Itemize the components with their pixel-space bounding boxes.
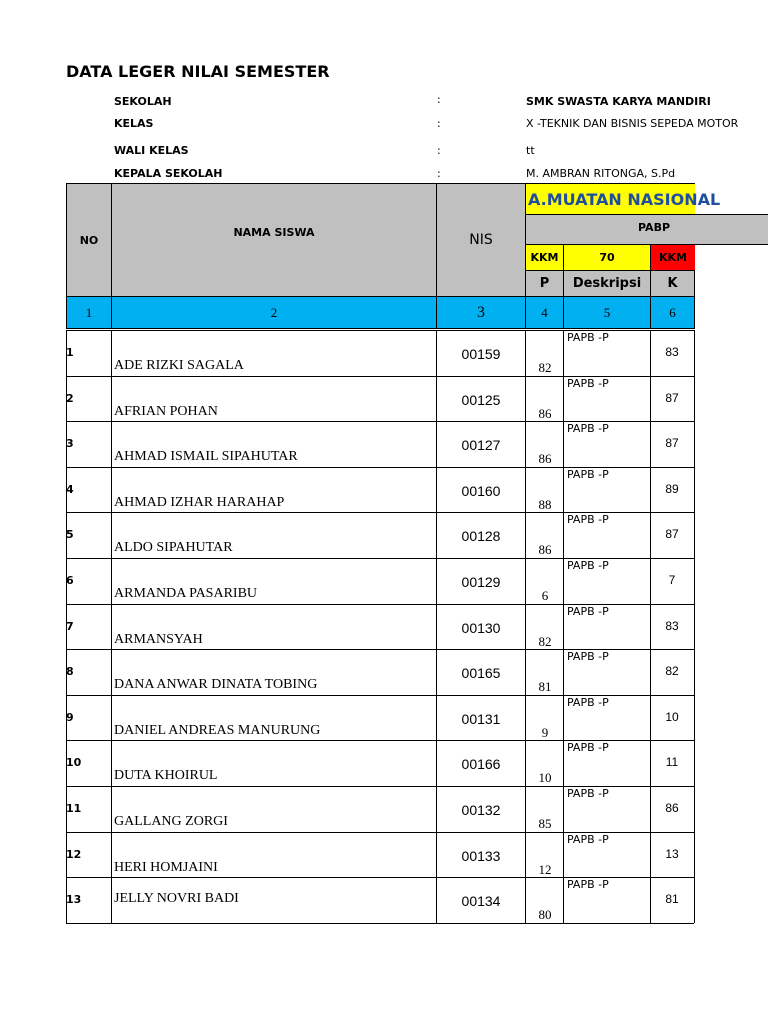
score-k: 83 (665, 345, 679, 359)
col-number-1: 1 (66, 296, 112, 329)
score-description: PAPB -P (567, 741, 609, 754)
info-colon: : (437, 167, 441, 180)
row-no: 2 (66, 392, 74, 405)
student-nis: 00160 (461, 483, 501, 499)
col-number-6: 6 (650, 296, 695, 329)
score-p: 85 (538, 816, 552, 831)
subject-header: PABP (525, 214, 768, 245)
student-name: AHMAD ISMAIL SIPAHUTAR (114, 449, 298, 464)
student-name: DUTA KHOIRUL (114, 768, 218, 783)
info-colon: : (437, 144, 441, 157)
score-k: 89 (665, 482, 679, 496)
student-nis: 00134 (461, 893, 501, 909)
score-description: PAPB -P (567, 605, 609, 618)
student-nis: 00127 (461, 437, 501, 453)
row-border (66, 923, 694, 924)
score-k: 11 (665, 755, 679, 769)
score-description: PAPB -P (567, 696, 609, 709)
row-no: 10 (66, 756, 82, 769)
score-p: 80 (538, 907, 552, 922)
score-k: 83 (665, 619, 679, 633)
score-description: PAPB -P (567, 833, 609, 846)
row-no: 9 (66, 711, 74, 724)
col-number-2: 2 (111, 296, 437, 329)
student-nis: 00131 (461, 711, 501, 727)
info-colon: : (437, 93, 441, 106)
score-k: 86 (665, 801, 679, 815)
student-nis: 00130 (461, 620, 501, 636)
score-description: PAPB -P (567, 559, 609, 572)
score-p: 86 (538, 542, 552, 557)
student-nis: 00133 (461, 848, 501, 864)
row-no: 13 (66, 893, 82, 906)
student-name: JELLY NOVRI BADI (114, 891, 239, 906)
student-name: ARMANSYAH (114, 632, 203, 647)
page-title: DATA LEGER NILAI SEMESTER (66, 62, 330, 81)
col-number-3: 3 (436, 296, 526, 329)
score-description: PAPB -P (567, 331, 609, 344)
info-label-wali-kelas: WALI KELAS (114, 144, 189, 157)
score-p: 82 (538, 360, 552, 375)
student-name: ALDO SIPAHUTAR (114, 540, 233, 555)
header-deskripsi: Deskripsi (563, 270, 651, 297)
score-p: 10 (538, 770, 552, 785)
score-p: 86 (538, 406, 552, 421)
student-name: ARMANDA PASARIBU (114, 586, 258, 601)
student-name: DANA ANWAR DINATA TOBING (114, 677, 318, 692)
score-p: 12 (538, 862, 552, 877)
score-description: PAPB -P (567, 650, 609, 663)
score-description: PAPB -P (567, 468, 609, 481)
kkm-label-alert: KKM (650, 244, 695, 271)
row-no: 3 (66, 437, 74, 450)
row-no: 4 (66, 483, 74, 496)
student-name: GALLANG ZORGI (114, 814, 228, 829)
kkm-label: KKM (525, 244, 564, 271)
header-p: P (525, 270, 564, 297)
student-nis: 00166 (461, 756, 501, 772)
student-nis: 00125 (461, 392, 501, 408)
score-p: 81 (538, 679, 552, 694)
header-nama-siswa: NAMA SISWA (111, 183, 437, 297)
info-colon: : (437, 117, 441, 130)
info-value-wali-kelas: tt (526, 144, 535, 157)
header-k: K (650, 270, 695, 297)
score-k: 13 (665, 847, 679, 861)
score-k: 10 (665, 710, 679, 724)
score-description: PAPB -P (567, 513, 609, 526)
score-k: 7 (668, 573, 676, 587)
info-label-sekolah: SEKOLAH (114, 95, 172, 108)
row-no: 12 (66, 848, 82, 861)
info-value-kelas: X -TEKNIK DAN BISNIS SEPEDA MOTOR (526, 117, 739, 130)
score-description: PAPB -P (567, 787, 609, 800)
student-name: AFRIAN POHAN (114, 404, 218, 419)
student-nis: 00132 (461, 802, 501, 818)
info-label-kepala-sekolah: KEPALA SEKOLAH (114, 167, 223, 180)
student-nis: 00159 (461, 346, 501, 362)
info-label-kelas: KELAS (114, 117, 154, 130)
col-number-5: 5 (563, 296, 651, 329)
score-k: 82 (665, 664, 679, 678)
score-description: PAPB -P (567, 377, 609, 390)
score-p: 6 (541, 588, 549, 603)
student-nis: 00128 (461, 528, 501, 544)
student-name: DANIEL ANDREAS MANURUNG (114, 723, 321, 738)
row-no: 11 (66, 802, 82, 815)
student-nis: 00165 (461, 665, 501, 681)
score-k: 81 (665, 892, 679, 906)
row-no: 1 (66, 346, 74, 359)
kkm-value: 70 (563, 244, 651, 271)
score-p: 88 (538, 497, 552, 512)
info-value-sekolah: SMK SWASTA KARYA MANDIRI (526, 95, 711, 108)
info-value-kepala-sekolah: M. AMBRAN RITONGA, S.Pd (526, 167, 676, 180)
row-no: 6 (66, 574, 74, 587)
score-description: PAPB -P (567, 878, 609, 891)
section-header: A.MUATAN NASIONAL (525, 183, 695, 215)
header-nis: NIS (436, 183, 526, 297)
row-no: 8 (66, 665, 74, 678)
score-k: 87 (665, 527, 679, 541)
student-name: ADE RIZKI SAGALA (114, 358, 244, 373)
header-no: NO (66, 183, 112, 297)
score-k: 87 (665, 391, 679, 405)
row-no: 7 (66, 620, 74, 633)
row-no: 5 (66, 528, 74, 541)
score-description: PAPB -P (567, 422, 609, 435)
student-nis: 00129 (461, 574, 501, 590)
column-border (111, 330, 112, 923)
score-p: 82 (538, 634, 552, 649)
col-number-4: 4 (525, 296, 564, 329)
score-p: 9 (541, 725, 549, 740)
score-p: 86 (538, 451, 552, 466)
student-name: HERI HOMJAINI (114, 860, 218, 875)
student-name: AHMAD IZHAR HARAHAP (114, 495, 285, 510)
column-border (694, 330, 695, 923)
score-k: 87 (665, 436, 679, 450)
